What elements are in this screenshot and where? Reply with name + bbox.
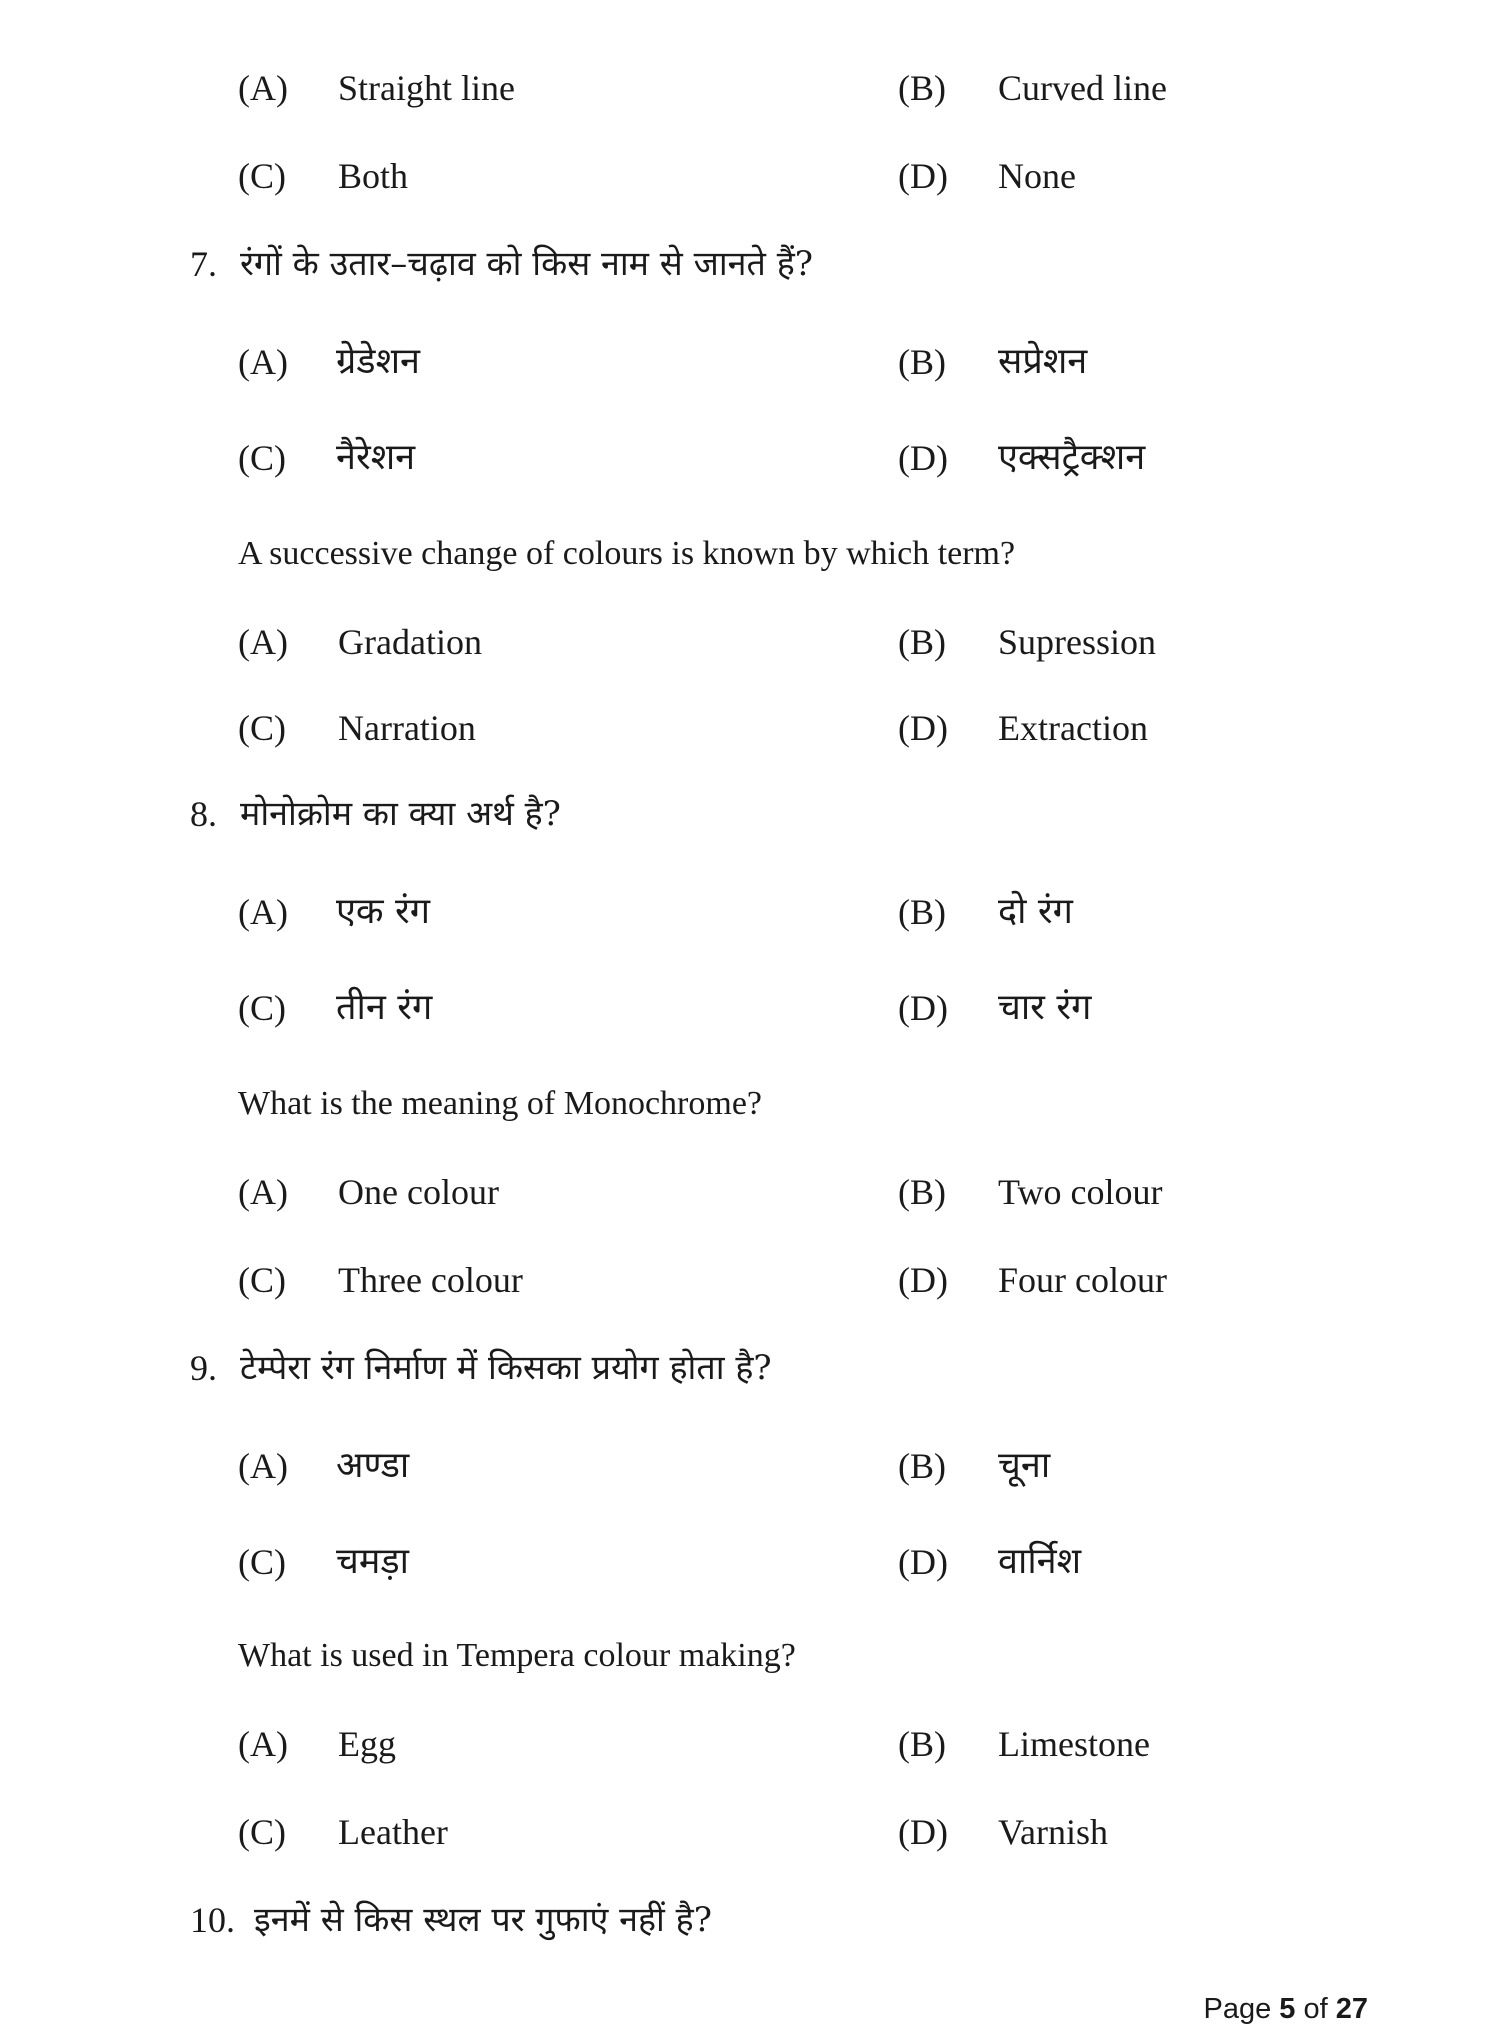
q9-hindi-option-b-text: चूना — [998, 1445, 1051, 1486]
q6-option-c-text: Both — [338, 156, 409, 196]
q9-english-option-d-text: Varnish — [998, 1812, 1108, 1852]
q8-english-option-d-text: Four colour — [998, 1260, 1167, 1300]
q6-option-c-letter: (C) — [238, 156, 286, 196]
q8-hindi-option-a-letter: (A) — [238, 892, 288, 932]
q7-english-option-b-text: Supression — [998, 622, 1157, 662]
q9-hindi-option-a-text: अण्डा — [336, 1445, 410, 1486]
q6-option-d-letter: (D) — [898, 156, 948, 196]
q7-hindi-question: रंगों के उतार–चढ़ाव को किस नाम से जानते हैं? — [240, 244, 813, 284]
q8-hindi-option-d-text: चार रंग — [998, 987, 1092, 1028]
q9-english-option-b-text: Limestone — [998, 1724, 1150, 1764]
q9-hindi-option-d-text: वार्निश — [998, 1541, 1082, 1582]
q10-number: 10. — [190, 1900, 235, 1940]
q7-english-option-a-text: Gradation — [338, 622, 482, 662]
q6-option-a-text: Straight line — [338, 68, 515, 108]
q7-hindi-option-a-letter: (A) — [238, 342, 288, 382]
q8-hindi-option-b-text: दो रंग — [998, 891, 1073, 932]
q9-english-option-b-letter: (B) — [898, 1724, 946, 1764]
q8-english-option-c-text: Three colour — [338, 1260, 523, 1300]
page-total: 27 — [1335, 1993, 1368, 2025]
q9-english-option-c-letter: (C) — [238, 1812, 286, 1852]
q9-hindi-option-d-letter: (D) — [898, 1542, 948, 1582]
q9-hindi-option-c-text: चमड़ा — [336, 1541, 409, 1582]
q9-english-option-c-text: Leather — [338, 1812, 448, 1852]
q9-english-question: What is used in Tempera colour making? — [238, 1637, 796, 1674]
q7-english-option-a-letter: (A) — [238, 622, 288, 662]
q7-english-option-d-letter: (D) — [898, 708, 948, 748]
q9-number: 9. — [190, 1348, 217, 1388]
q7-english-question: A successive change of colours is known by which term? — [238, 535, 1016, 572]
q7-hindi-option-b-text: सप्रेशन — [998, 341, 1088, 382]
q9-english-option-a-text: Egg — [338, 1724, 396, 1764]
q8-hindi-option-d-letter: (D) — [898, 988, 948, 1028]
page-middle: of — [1295, 1993, 1336, 2025]
q6-option-b-text: Curved line — [998, 68, 1167, 108]
q8-english-option-b-text: Two colour — [998, 1172, 1163, 1212]
q7-english-option-c-text: Narration — [338, 708, 476, 748]
q7-english-option-b-letter: (B) — [898, 622, 946, 662]
q7-number: 7. — [190, 244, 217, 284]
q8-hindi-option-c-letter: (C) — [238, 988, 286, 1028]
q9-hindi-option-b-letter: (B) — [898, 1446, 946, 1486]
q9-hindi-option-c-letter: (C) — [238, 1542, 286, 1582]
page-prefix: Page — [1203, 1993, 1280, 2025]
q6-option-d-text: None — [998, 156, 1076, 196]
q8-english-option-a-letter: (A) — [238, 1172, 288, 1212]
q8-english-question: What is the meaning of Monochrome? — [238, 1085, 763, 1122]
q7-hindi-option-d-text: एक्सट्रैक्शन — [998, 437, 1146, 478]
q8-english-option-d-letter: (D) — [898, 1260, 948, 1300]
q9-english-option-d-letter: (D) — [898, 1812, 948, 1852]
q6-option-a-letter: (A) — [238, 68, 288, 108]
q9-english-option-a-letter: (A) — [238, 1724, 288, 1764]
q8-hindi-option-a-text: एक रंग — [336, 891, 430, 932]
q7-hindi-option-b-letter: (B) — [898, 342, 946, 382]
q10-hindi-question: इनमें से किस स्थल पर गुफाएं नहीं है? — [254, 1900, 712, 1940]
q7-hindi-option-c-letter: (C) — [238, 438, 286, 478]
q8-english-option-c-letter: (C) — [238, 1260, 286, 1300]
q8-hindi-option-c-text: तीन रंग — [336, 987, 433, 1028]
q6-option-b-letter: (B) — [898, 68, 946, 108]
q8-english-option-a-text: One colour — [338, 1172, 499, 1212]
q8-english-option-b-letter: (B) — [898, 1172, 946, 1212]
page-current: 5 — [1279, 1993, 1296, 2025]
q9-hindi-option-a-letter: (A) — [238, 1446, 288, 1486]
q7-hindi-option-a-text: ग्रेडेशन — [336, 341, 421, 382]
q9-hindi-question: टेम्पेरा रंग निर्माण में किसका प्रयोग होता है? — [240, 1348, 772, 1388]
q7-english-option-d-text: Extraction — [998, 708, 1148, 748]
q8-hindi-option-b-letter: (B) — [898, 892, 946, 932]
q7-english-option-c-letter: (C) — [238, 708, 286, 748]
q8-hindi-question: मोनोक्रोम का क्या अर्थ है? — [240, 794, 561, 834]
page-number — [1203, 1992, 1368, 2026]
q7-hindi-option-c-text: नैरेशन — [336, 437, 416, 478]
q8-number: 8. — [190, 794, 217, 834]
q7-hindi-option-d-letter: (D) — [898, 438, 948, 478]
